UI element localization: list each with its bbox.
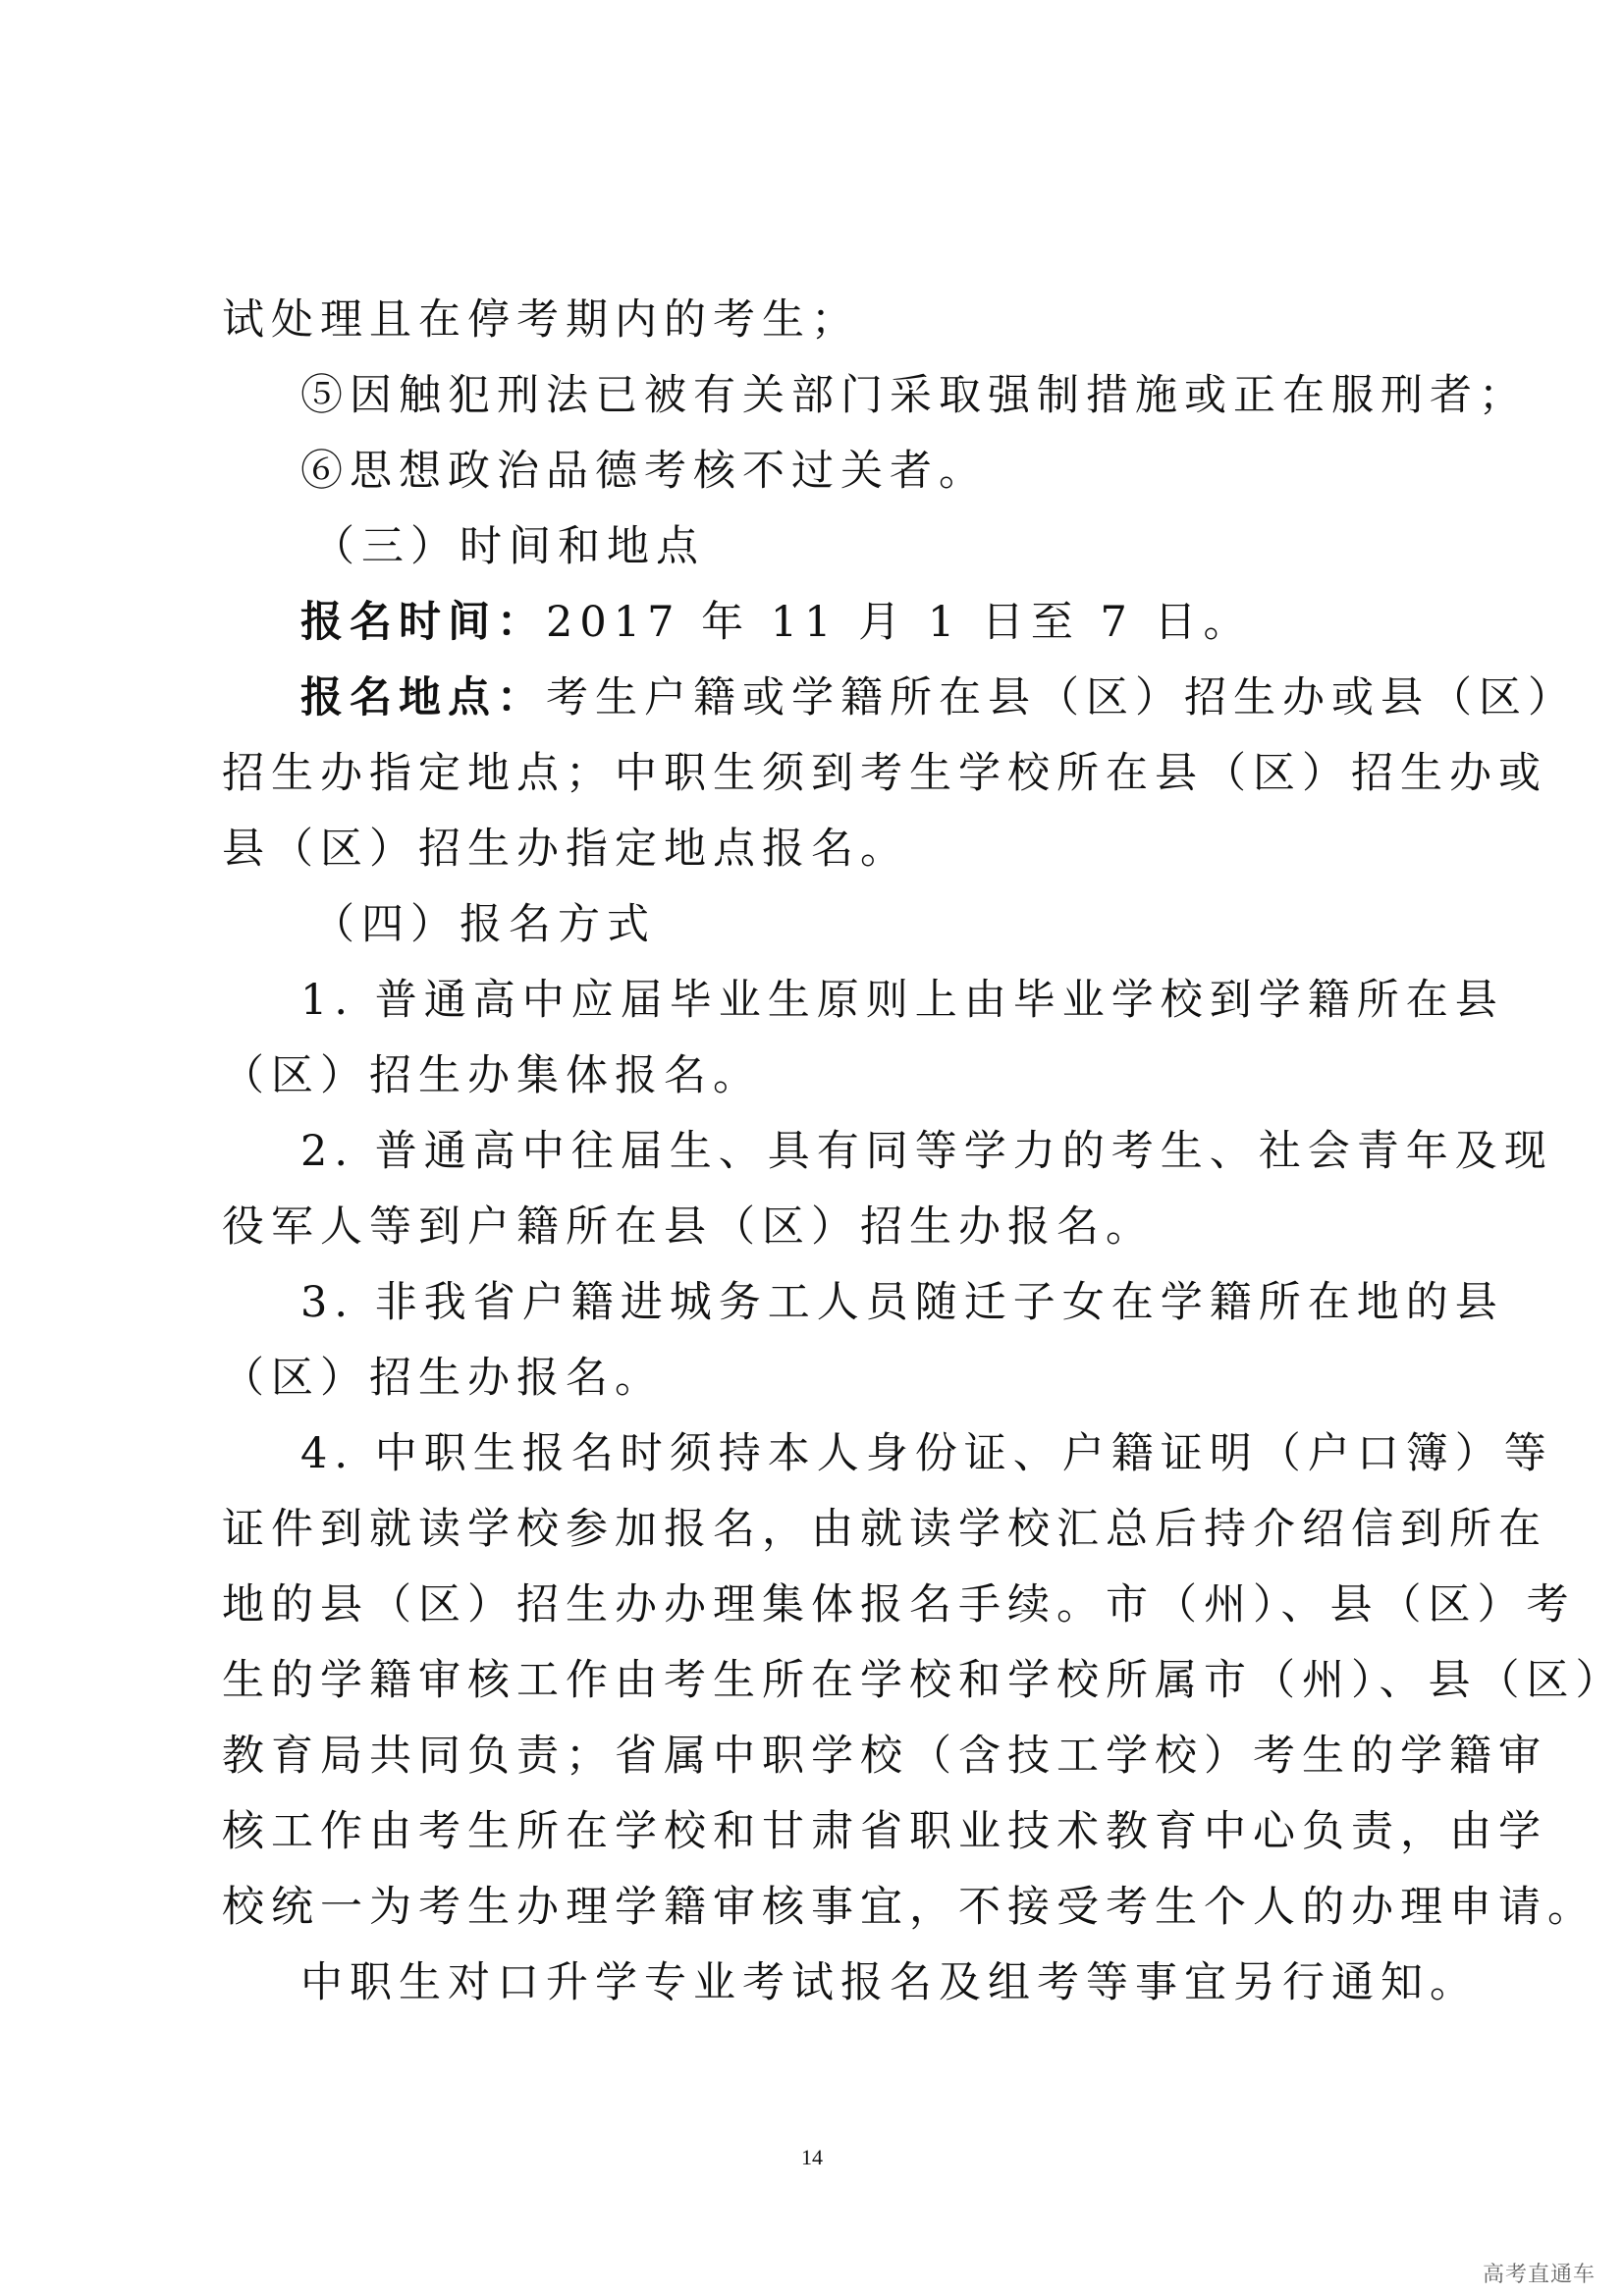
method-item-2: 2. 普通高中往届生、具有同等学力的考生、社会青年及现 <box>300 1127 1553 1176</box>
registration-place <box>300 672 1577 723</box>
section-heading-method: （四）报名方式 <box>312 900 656 949</box>
paragraph-line: 校统一为考生办理学籍审核事宜，不接受考生个人的办理申请。 <box>222 1883 1597 1932</box>
paragraph-line: 核工作由考生所在学校和甘肃省职业技术教育中心负责，由学 <box>222 1807 1547 1856</box>
paragraph-line: 地的县（区）招生办办理集体报名手续。市（州）、县（区）考 <box>222 1580 1576 1629</box>
paragraph-line: 证件到就读学校参加报名，由就读学校汇总后持介绍信到所在 <box>222 1505 1547 1554</box>
paragraph-line: （区）招生办报名。 <box>222 1354 664 1403</box>
registration-time <box>300 597 1253 648</box>
paragraph-line: （区）招生办集体报名。 <box>222 1051 762 1100</box>
list-item-6: ⑥思想政治品德考核不过关者。 <box>300 447 988 496</box>
list-item-5: ⑤因触犯刑法已被有关部门采取强制措施或正在服刑者； <box>300 371 1528 420</box>
paragraph-line: 县（区）招生办指定地点报名。 <box>222 825 909 874</box>
section-heading-time-place: （三）时间和地点 <box>312 522 705 571</box>
paragraph-line: 生的学籍审核工作由考生所在学校和学校所属市（州）、县（区） <box>222 1656 1624 1705</box>
method-item-3: 3. 非我省户籍进城务工人员随迁子女在学籍所在地的县 <box>300 1278 1504 1327</box>
registration-time-label: 报名时间： <box>300 598 546 647</box>
closing-paragraph: 中职生对口升学专业考试报名及组考等事宜另行通知。 <box>300 1958 1479 2007</box>
registration-place-text: 考生户籍或学籍所在县（区）招生办或县（区） <box>546 673 1577 722</box>
registration-place-label: 报名地点： <box>300 673 546 722</box>
paragraph-line: 教育局共同负责；省属中职学校（含技工学校）考生的学籍审 <box>222 1732 1547 1781</box>
paragraph-line: 招生办指定地点；中职生须到考生学校所在县（区）招生办或 <box>222 749 1547 798</box>
watermark: 高考直通车 <box>1483 2263 1597 2287</box>
paragraph-line: 役军人等到户籍所在县（区）招生办报名。 <box>222 1202 1155 1252</box>
paragraph-line: 试处理且在停考期内的考生； <box>222 295 860 345</box>
registration-time-value: 2017 年 11 月 1 日至 7 日。 <box>546 598 1253 647</box>
method-item-1: 1. 普通高中应届毕业生原则上由毕业学校到学籍所在县 <box>300 976 1504 1025</box>
method-item-4: 4. 中职生报名时须持本人身份证、户籍证明（户口簿）等 <box>300 1429 1553 1478</box>
page-number: 14 <box>801 2145 823 2169</box>
